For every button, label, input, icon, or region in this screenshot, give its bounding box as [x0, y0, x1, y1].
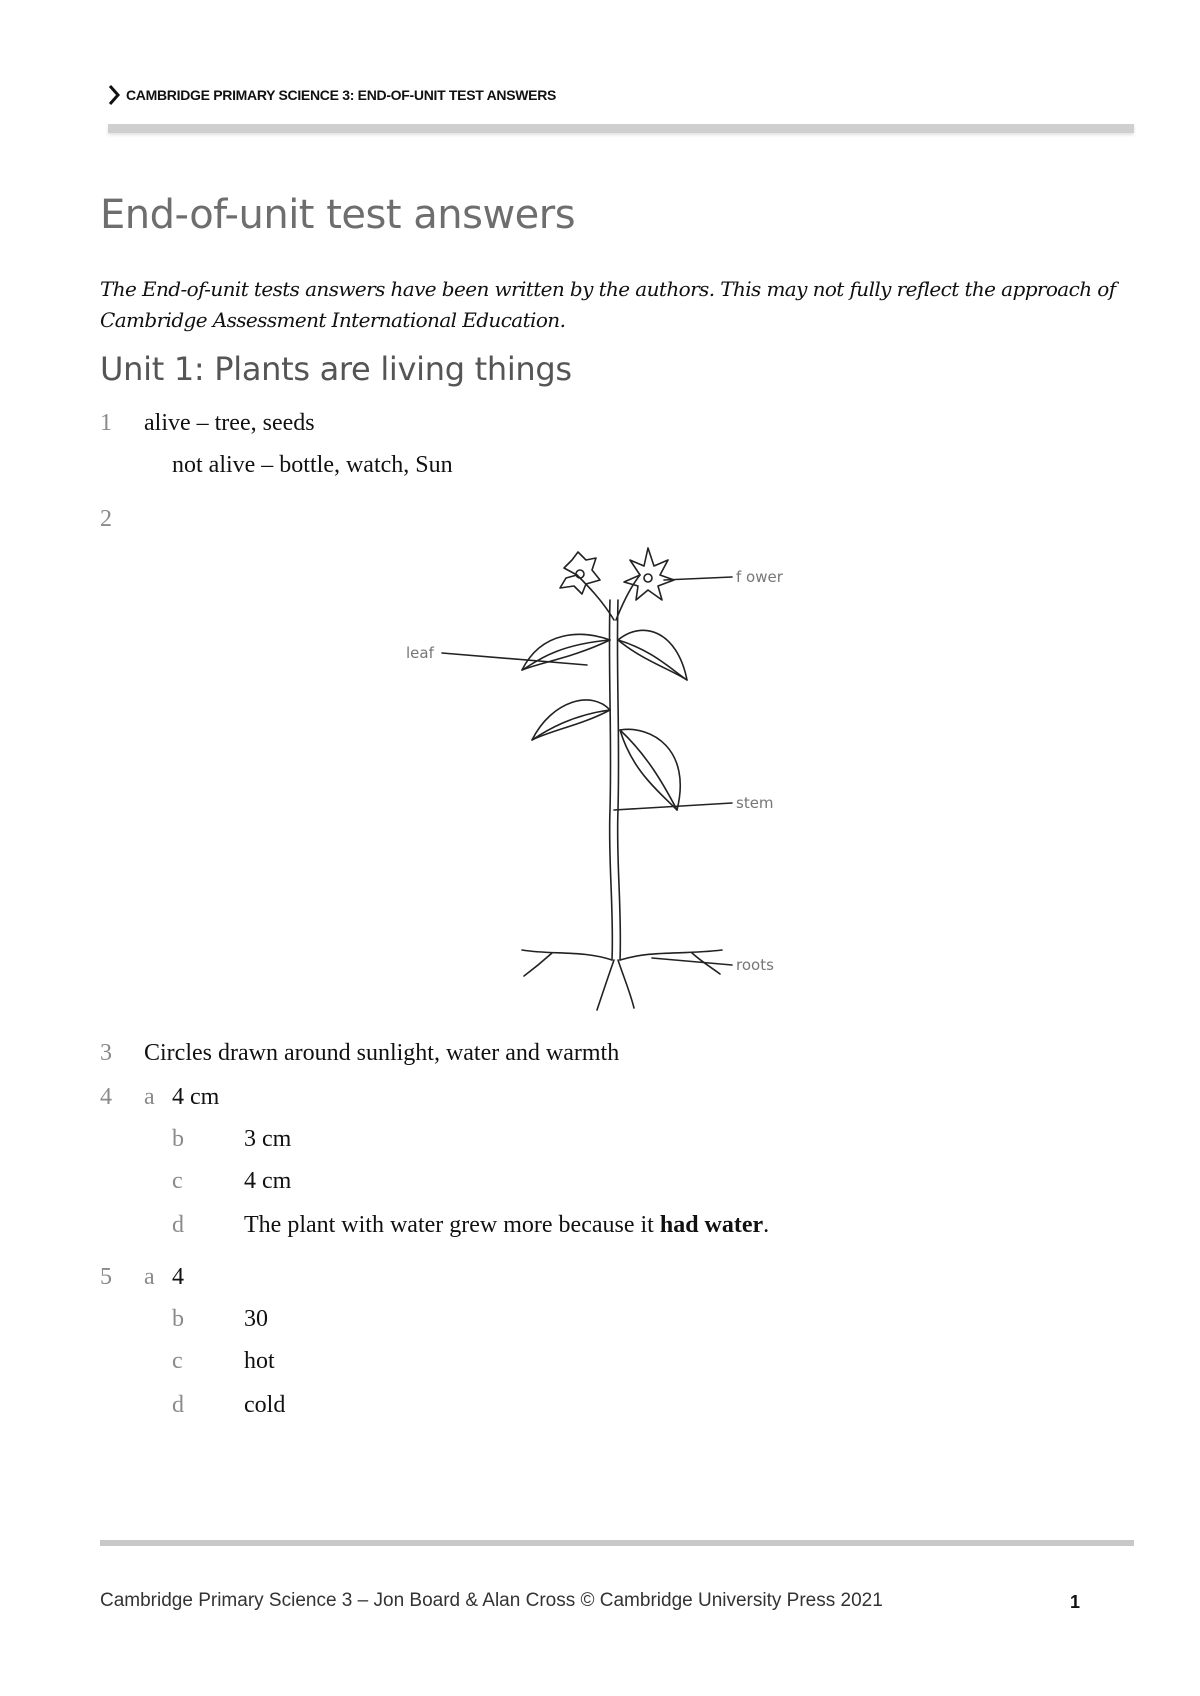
answer-text: alive – tree, seeds: [144, 410, 315, 436]
roots-shape: [522, 950, 722, 1010]
unit-heading: Unit 1: Plants are living things: [100, 350, 572, 388]
part-label: b: [172, 1126, 184, 1152]
flower-label: f ower: [736, 568, 783, 586]
question-number: 2: [100, 506, 112, 532]
answer-text: not alive – bottle, watch, Sun: [172, 452, 453, 478]
footer-credit: Cambridge Primary Science 3 – Jon Board & Alan Cross © Cambridge University Press 2021: [100, 1590, 883, 1611]
stem-shape: [609, 600, 612, 960]
running-header: [106, 84, 556, 106]
header-title: CAMBRIDGE PRIMARY SCIENCE 3: END-OF-UNIT TEST ANSWERS: [126, 87, 557, 103]
part-label: a: [144, 1084, 155, 1110]
part-label: d: [172, 1392, 184, 1418]
question-number: 5: [100, 1264, 112, 1290]
answer-text: The plant with water grew more because it had water.: [244, 1212, 770, 1238]
leaf-label: leaf: [406, 644, 434, 662]
stem-label: stem: [736, 794, 774, 812]
answer-text: 4 cm: [244, 1168, 292, 1194]
page-title: End-of-unit test answers: [100, 192, 576, 238]
answer-text: 4: [172, 1264, 184, 1290]
header-divider: [108, 124, 1134, 133]
answer-text: Circles drawn around sunlight, water and warmth: [144, 1040, 620, 1066]
intro-note: The End-of-unit tests answers have been written by the authors. This may not fully reflect the approach of Cambridge Assessment International Education.: [100, 277, 1116, 332]
roots-label: roots: [736, 956, 774, 974]
question-number: 4: [100, 1084, 112, 1110]
chevron-right-icon: [106, 84, 122, 106]
answer-text: 3 cm: [244, 1126, 292, 1152]
answer-text: hot: [244, 1348, 275, 1374]
answer-text: 30: [244, 1306, 268, 1332]
part-label: c: [172, 1168, 183, 1194]
answer-text: cold: [244, 1392, 286, 1418]
flower-shape: [624, 548, 674, 600]
part-label: d: [172, 1212, 184, 1238]
leaf-shape: [522, 634, 610, 670]
answer-text: 4 cm: [172, 1084, 220, 1110]
flower-shape: [560, 552, 600, 594]
plant-diagram: [402, 530, 812, 1016]
part-label: c: [172, 1348, 183, 1374]
leaf-shape: [618, 630, 687, 680]
leaf-shape: [620, 729, 680, 810]
part-label: b: [172, 1306, 184, 1332]
page-number: 1: [1070, 1592, 1081, 1612]
stem-shape-outline: [617, 600, 620, 960]
footer-divider: [100, 1540, 1134, 1546]
question-number: 3: [100, 1040, 112, 1066]
question-number: 1: [100, 410, 112, 436]
part-label: a: [144, 1264, 155, 1290]
leaf-shape: [532, 700, 610, 740]
